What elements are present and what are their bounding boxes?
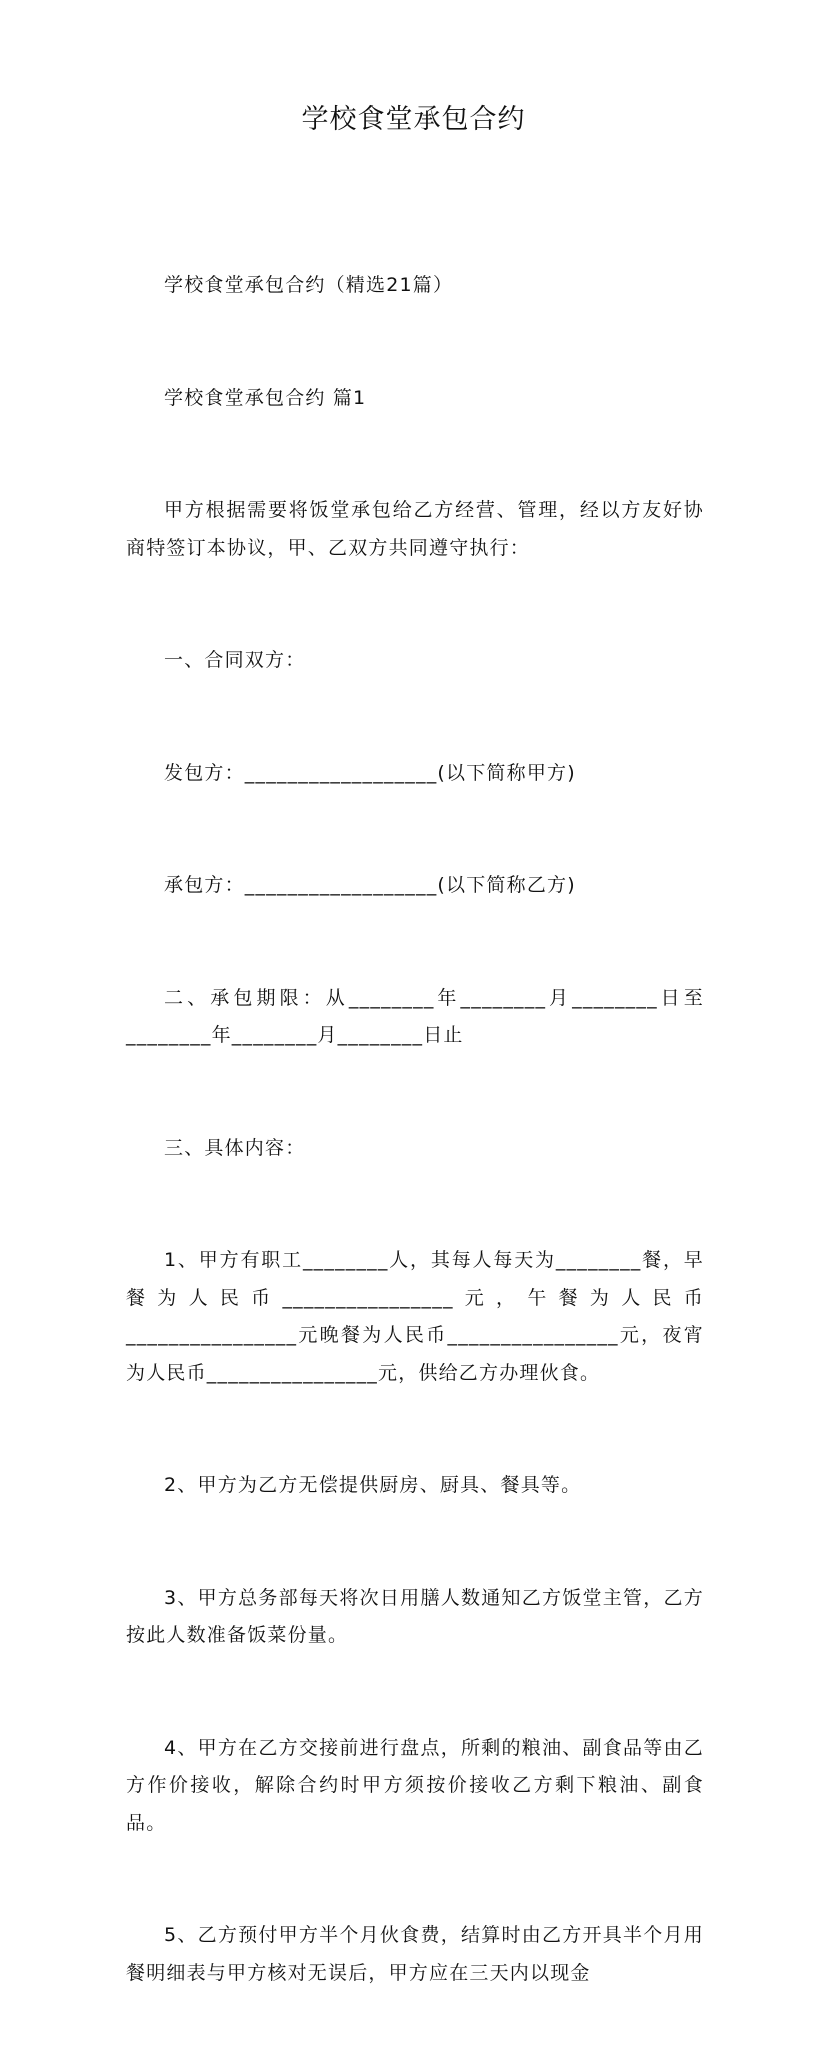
paragraph-clause-5: 5、乙方预付甲方半个月伙食费，结算时由乙方开具半个月用餐明细表与甲方核对无误后，甲方应在三天内以现金 bbox=[126, 1924, 704, 1984]
paragraph-parties-heading: 一、合同双方： bbox=[164, 649, 306, 671]
paragraph-term: 二、承包期限：从________年________月________日至________年________月________日止 bbox=[126, 986, 704, 1046]
paragraph-clause-1: 1、甲方有职工________人，其每人每天为________餐，早餐为人民币________________元，午餐为人民币________________元晚餐为人民币________________元，夜宵为人民币________________元，供给乙方办理伙食。 bbox=[126, 1249, 704, 1384]
paragraph-party-a: 发包方：__________________(以下简称甲方) bbox=[164, 761, 576, 784]
paragraph-clause-2: 2、甲方为乙方无偿提供厨房、厨具、餐具等。 bbox=[164, 1474, 582, 1496]
paragraph-subtitle: 学校食堂承包合约（精选21篇） bbox=[164, 274, 454, 296]
document-body bbox=[126, 192, 704, 2067]
paragraph-party-b: 承包方：__________________(以下简称乙方) bbox=[164, 874, 576, 896]
paragraph-content-heading: 三、具体内容： bbox=[164, 1136, 306, 1159]
document-title: 学校食堂承包合约 bbox=[301, 104, 526, 135]
paragraph-clause-4: 4、甲方在乙方交接前进行盘点，所剩的粮油、副食品等由乙方作价接收，解除合约时甲方须按价接收乙方剩下粮油、副食品。 bbox=[126, 1736, 704, 1834]
paragraph-intro: 甲方根据需要将饭堂承包给乙方经营、管理，经以方友好协商特签订本协议，甲、乙双方共同遵守执行： bbox=[126, 499, 704, 559]
paragraph-section-heading: 学校食堂承包合约 篇1 bbox=[164, 386, 367, 409]
paragraph-clause-3: 3、甲方总务部每天将次日用膳人数通知乙方饭堂主管，乙方按此人数准备饭菜份量。 bbox=[126, 1586, 704, 1646]
